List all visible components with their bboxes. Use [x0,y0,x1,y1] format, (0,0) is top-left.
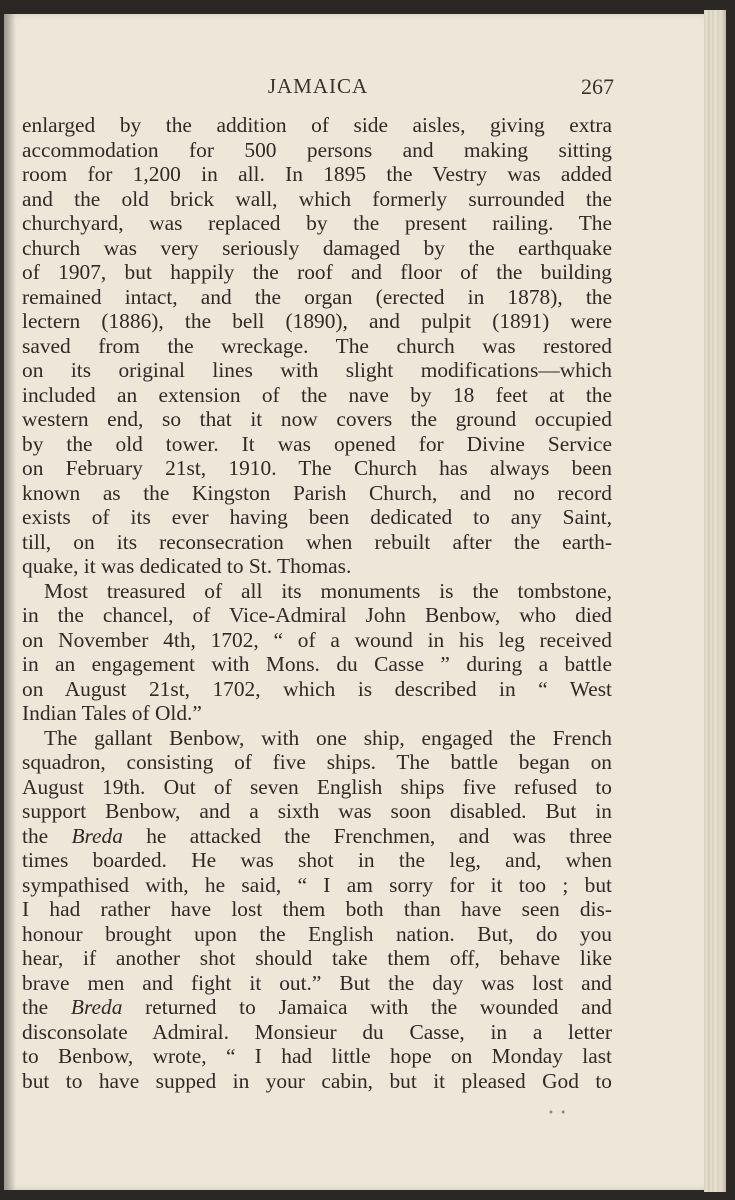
text-line: disconsolate Admiral. Monsieur du Casse, in a letter [22,1019,612,1044]
text-line: support Benbow, and a sixth was soon disabled. But in [22,799,612,823]
page-number: 267 [581,74,614,99]
text-line: churchyard, was replaced by the present railing. The [22,211,612,235]
text-line: on November 4th, 1702, “ of a wound in his leg received [22,627,612,652]
text-line: in an engagement with Mons. du Casse ” during a battle [22,652,612,676]
text-line: included an extension of the nave by 18 feet at the [22,382,612,407]
text-line: The gallant Benbow, with one ship, engaged the French [44,725,612,750]
text-line: Most treasured of all its monuments is the tombstone, [44,578,612,603]
text-line: till, on its reconsecration when rebuilt after the earth- [22,529,612,554]
text-line: room for 1,200 in all. In 1895 the Vestry was added [22,162,612,186]
text-line: quake, it was dedicated to St. Thomas. [22,554,352,578]
text-line: saved from the wreckage. The church was restored [22,333,612,358]
text-line: enlarged by the addition of side aisles, giving extra [22,113,612,137]
ship-name: Breda [71,823,123,848]
paragraph-1 [22,113,612,579]
text-line: by the old tower. It was opened for Divine Service [22,431,612,456]
text-line: the Breda he attacked the Frenchmen, and was three [22,823,613,848]
text-line: to Benbow, wrote, “ I had little hope on Monday last [22,1044,612,1068]
text-line: I had rather have lost them both than have seen dis- [22,897,612,921]
text-line: lectern (1886), the bell (1890), and pulpit (1891) were [22,309,612,333]
spine-shadow [4,14,16,1190]
text-line: Indian Tales of Old.” [22,701,202,725]
text-line: brave men and fight it out.” But the day was lost and [22,970,612,995]
text-line: church was very seriously damaged by the earthquake [22,235,612,260]
text-line: remained intact, and the organ (erected in 1878), the [22,284,612,309]
text-line: and the old brick wall, which formerly surrounded the [22,186,612,211]
page-mark: • • [548,1108,567,1119]
paragraph-2 [22,579,612,726]
text-line: August 19th. Out of seven English ships five refused to [22,774,612,799]
text-line: exists of its ever having been dedicated to any Saint, [22,505,612,529]
text-line: accommodation for 500 persons and making sitting [22,137,612,162]
text-line: sympathised with, he said, “ I am sorry for it too ; but [22,872,612,897]
text-line: on its original lines with slight modifications—which [22,358,612,382]
text-line: western end, so that it now covers the ground occupied [22,407,612,431]
text-line: times boarded. He was shot in the leg, and, when [22,848,612,872]
text-line: but to have supped in your cabin, but it pleased God to [22,1068,612,1093]
text-line: on February 21st, 1910. The Church has always been [22,456,612,480]
text-line: on August 21st, 1702, which is described in “ West [22,676,612,701]
running-header [22,70,614,104]
text-line: squadron, consisting of five ships. The battle began on [22,750,612,774]
paragraph-3 [22,726,612,1094]
text-line: hear, if another shot should take them off, behave like [22,946,612,970]
body-text [22,113,612,1093]
page-edge [704,10,726,1192]
text-line: honour brought upon the English nation. But, do you [22,921,612,946]
ship-name: Breda [70,995,123,1019]
running-title: JAMAICA [267,74,369,98]
text-line: of 1907, but happily the roof and floor of the building [22,260,612,284]
text-line: known as the Kingston Parish Church, and no record [22,480,612,505]
text-line: the Breda returned to Jamaica with the wounded and [22,995,612,1019]
text-line: in the chancel, of Vice-Admiral John Benbow, who died [22,603,612,627]
